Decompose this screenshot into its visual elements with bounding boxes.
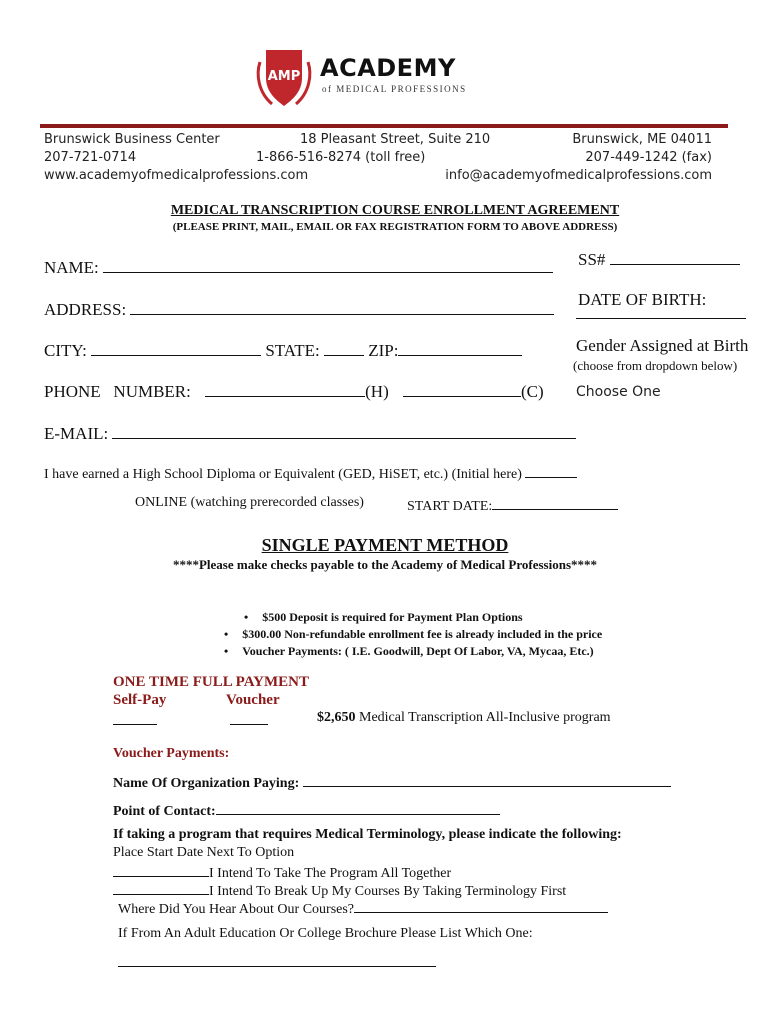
phone-row [44, 382, 544, 402]
logo [250, 44, 470, 112]
address-field[interactable] [130, 300, 554, 315]
start-note: Place Start Date Next To Option [113, 845, 295, 860]
voucher-field[interactable] [230, 724, 268, 725]
gender-hint: (choose from dropdown below) [573, 358, 738, 373]
logo-badge: AMP [267, 69, 301, 84]
city-label: CITY: [44, 341, 87, 360]
brochure-field[interactable] [118, 966, 436, 967]
bullet-icon: • [244, 610, 249, 624]
email-label: E-MAIL: [44, 424, 109, 443]
form-subtitle: (PLEASE PRINT, MAIL, EMAIL OR FAX REGISTRATION FORM TO ABOVE ADDRESS) [172, 221, 618, 233]
logo-name: ACADEMY [320, 54, 456, 82]
online-option: ONLINE (watching prerecorded classes) [135, 495, 364, 510]
program-price: $2,650 [317, 710, 356, 725]
phone-home-label: (H) [365, 382, 389, 401]
bullet-list [224, 610, 602, 661]
city-row [44, 341, 522, 361]
option-together-row [113, 862, 451, 882]
name-row [44, 258, 553, 278]
start-date-label: START DATE: [407, 499, 493, 514]
ss-field[interactable] [610, 250, 740, 265]
hear-label: Where Did You Hear About Our Courses? [118, 902, 355, 917]
city-field[interactable] [91, 341, 261, 356]
ss-row [578, 250, 740, 270]
bullet-item [244, 610, 602, 627]
checks-note: ****Please make checks payable to the Academy of Medical Professions**** [172, 557, 598, 572]
bullet-icon: • [224, 627, 229, 641]
start-date-field[interactable] [492, 495, 618, 510]
bullet-text: Voucher Payments: ( I.E. Goodwill, Dept Of Labor, VA, Mycaa, Etc.) [242, 644, 594, 658]
start-date-row [407, 495, 618, 515]
header-rule [40, 124, 728, 128]
zip-field[interactable] [398, 341, 522, 356]
gender-dropdown-value: Choose One [576, 384, 661, 400]
contact-tollfree: 1-866-516-8274 (toll free) [256, 150, 426, 165]
payment-heading: SINGLE PAYMENT METHOD [261, 535, 509, 555]
gender-dropdown[interactable] [576, 384, 661, 400]
shield-logo-icon [250, 44, 318, 110]
dob-field[interactable] [576, 318, 746, 319]
option-together-label: I Intend To Take The Program All Together [209, 866, 452, 881]
phone-cell-field[interactable] [403, 382, 521, 397]
option-breakup-field[interactable] [113, 880, 209, 895]
hear-row [118, 898, 608, 918]
state-label: STATE: [265, 341, 320, 360]
voucher-payments-heading: Voucher Payments: [113, 746, 230, 761]
phone-home-field[interactable] [205, 382, 365, 397]
ss-label: SS# [578, 250, 606, 269]
point-of-contact-field[interactable] [216, 800, 500, 815]
option-breakup-label: I Intend To Break Up My Courses By Taking Terminology First [209, 884, 567, 899]
contact-street: 18 Pleasant Street, Suite 210 [300, 132, 491, 147]
logo-tagline: of MEDICAL PROFESSIONS [322, 84, 467, 94]
state-field[interactable] [324, 341, 364, 356]
zip-label: ZIP: [368, 341, 399, 360]
phone-cell-label: (C) [520, 382, 544, 401]
email-row [44, 424, 576, 444]
contact-city: Brunswick, ME 04011 [572, 132, 712, 147]
org-label: Name Of Organization Paying: [113, 776, 300, 791]
terminology-heading: If taking a program that requires Medical Terminology, please indicate the following: [113, 827, 622, 842]
name-label: NAME: [44, 258, 99, 277]
bullet-text: $500 Deposit is required for Payment Plan Options [262, 610, 523, 624]
contact-address-name: Brunswick Business Center [44, 132, 220, 147]
contact-phone: 207-721-0714 [44, 150, 137, 165]
bullet-item [224, 627, 602, 644]
program-name: Medical Transcription All-Inclusive program [355, 710, 611, 725]
gender-label: Gender Assigned at Birth [576, 336, 749, 355]
option-breakup-row [113, 880, 566, 900]
diploma-initial-field[interactable] [525, 463, 577, 478]
self-pay-label: Self-Pay [113, 692, 167, 708]
contact-website[interactable]: www.academyofmedicalprofessions.com [44, 168, 309, 183]
hear-field[interactable] [354, 898, 608, 913]
email-field[interactable] [112, 424, 576, 439]
diploma-row [44, 463, 577, 483]
full-payment-heading: ONE TIME FULL PAYMENT [113, 674, 310, 690]
self-pay-field[interactable] [113, 724, 157, 725]
org-field[interactable] [303, 772, 671, 787]
contact-row [113, 800, 500, 820]
name-field[interactable] [103, 258, 553, 273]
phone-label: PHONE NUMBER: [44, 382, 191, 401]
contact-fax: 207-449-1242 (fax) [585, 150, 712, 165]
form-title: MEDICAL TRANSCRIPTION COURSE ENROLLMENT AGREEMENT [170, 203, 620, 218]
brochure-label: If From An Adult Education Or College Brochure Please List Which One: [118, 926, 533, 941]
dob-label: DATE OF BIRTH: [578, 290, 707, 309]
bullet-text: $300.00 Non-refundable enrollment fee is already included in the price [242, 627, 603, 641]
diploma-text: I have earned a High School Diploma or Equivalent (GED, HiSET, etc.) (Initial here) [44, 467, 522, 482]
voucher-label: Voucher [226, 692, 280, 708]
contact-email[interactable]: info@academyofmedicalprofessions.com [445, 168, 712, 183]
program-price-row [317, 710, 611, 726]
bullet-item [224, 644, 602, 661]
org-row [113, 772, 671, 792]
address-label: ADDRESS: [44, 300, 127, 319]
point-of-contact-label: Point of Contact: [113, 804, 216, 819]
bullet-icon: • [224, 644, 229, 658]
option-together-field[interactable] [113, 862, 209, 877]
address-row [44, 300, 554, 320]
